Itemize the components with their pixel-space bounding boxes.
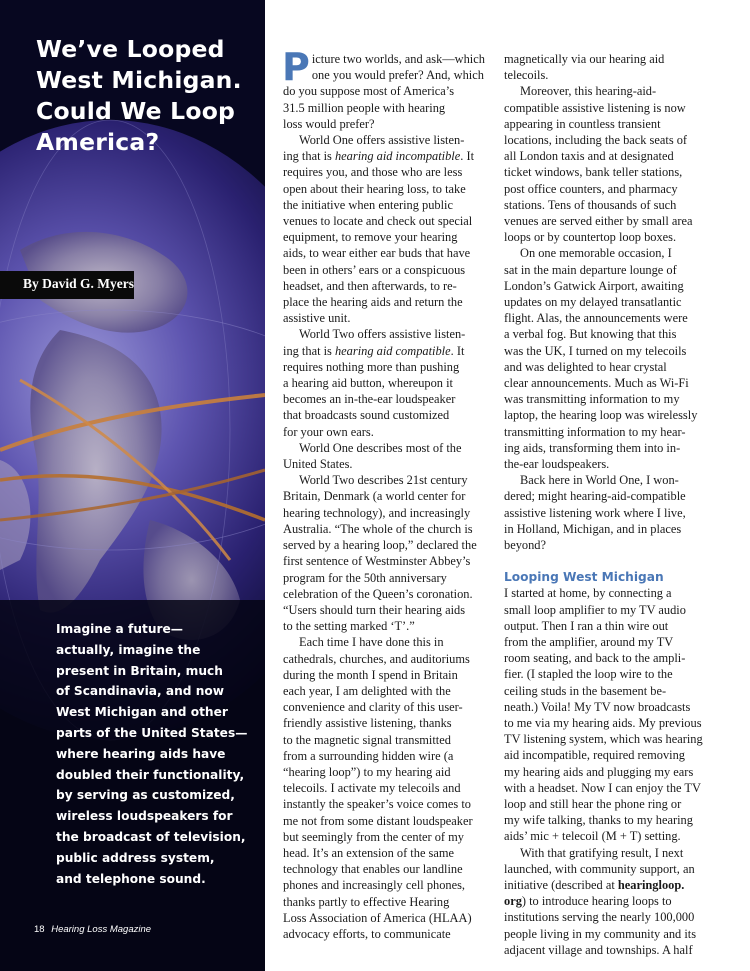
text-line: United States.	[283, 457, 353, 472]
text-line: small loop amplifier to my TV audio	[504, 602, 686, 617]
text-line: org) to introduce hearing loops to	[504, 894, 672, 909]
text-line: the initiative when entering public	[283, 197, 453, 212]
text-line: each year, I am delighted with the	[283, 683, 451, 698]
text-line: initiative (described at hearingloop.	[504, 877, 685, 892]
drop-cap: P	[282, 45, 310, 89]
text-line: requires you, and those who are less	[283, 165, 463, 180]
text-line: output. Then I ran a thin wire out	[504, 618, 669, 633]
text-line: Each time I have done this in	[299, 635, 444, 650]
text-line: one you would prefer? And, which	[311, 68, 484, 83]
text-line: to the magnetic signal transmitted	[283, 732, 451, 747]
byline: By David G. Myers	[23, 276, 134, 291]
column-1-text	[282, 45, 485, 942]
pull-quote-line: Imagine a future—	[56, 622, 183, 636]
text-line: me not from some distant loudspeaker	[283, 813, 473, 828]
column-2-text-bottom	[504, 585, 719, 958]
text-line: fier. (I stapled the loop wire to the	[504, 667, 673, 682]
text-line: first sentence of Westminster Abbey’s	[283, 554, 471, 569]
text-line: from the amplifier, around my TV	[504, 634, 674, 649]
text-line: compatible assistive listening is now	[504, 100, 686, 115]
text-line: stations. Tens of thousands of such	[504, 197, 677, 212]
text-line: served by a hearing loop,” declared the	[283, 538, 477, 553]
text-line: celebration of the Queen’s coronation.	[283, 586, 473, 601]
pull-quote-line: by serving as customized,	[56, 788, 235, 803]
body-column-2	[504, 51, 719, 958]
column-2-text-top	[504, 51, 719, 553]
text-line: to the setting marked ‘T’.”	[283, 619, 415, 634]
text-line: World One describes most of the	[299, 440, 462, 455]
text-line: “hearing loop”) to my hearing aid	[283, 764, 451, 779]
pull-quote-line: public address system,	[56, 850, 215, 865]
text-line: 31.5 million people with hearing	[283, 100, 446, 115]
text-line: in Holland, Michigan, and in places	[504, 521, 682, 536]
text-line: clear announcements. Much as Wi-Fi	[504, 376, 689, 391]
text-line: from a surrounding hidden wire (a	[283, 748, 454, 763]
text-line: head. It’s an extension of the same	[283, 845, 455, 860]
text-line: equipment, to remove your hearing	[283, 230, 458, 245]
text-line: Australia. “The whole of the church is	[283, 521, 473, 536]
text-line: and was delighted to hear crystal	[504, 359, 667, 374]
text-line: advocacy efforts, to communicate	[283, 926, 451, 941]
text-line: to me via my hearing aids. My previous	[504, 715, 702, 730]
text-line: do you suppose most of America’s	[283, 84, 455, 99]
text-line: headset, and then afterwards, to re-	[283, 278, 457, 293]
text-line: thanks partly to effective Hearing	[283, 894, 450, 909]
text-line: assistive listening work where I live,	[504, 505, 686, 520]
text-line: “Users should turn their hearing aids	[283, 602, 466, 617]
text-line: ceiling studs in the basement be-	[504, 683, 667, 698]
pull-quote-line: where hearing aids have	[56, 746, 226, 761]
text-line: with a headset. Now I can enjoy the TV	[504, 780, 701, 795]
text-line: dered; might hearing-aid-compatible	[504, 489, 686, 504]
folio	[34, 924, 151, 935]
text-line: for your own ears.	[283, 424, 374, 439]
pull-quote-line: the broadcast of television,	[56, 829, 246, 844]
text-line: On one memorable occasion, I	[520, 246, 672, 261]
text-line: ticket windows, bank teller stations,	[504, 165, 683, 180]
pull-quote-line: parts of the United States—	[56, 725, 248, 740]
text-line: Back here in World One, I won-	[520, 473, 679, 488]
text-line: neath.) Voila! My TV now broadcasts	[504, 699, 691, 714]
text-line: was transmitting information to my	[504, 392, 680, 407]
text-line: magnetically via our hearing aid	[504, 52, 665, 66]
article-headline: We’ve Looped West Michigan. Could We Loop America?	[36, 35, 242, 156]
text-line: my wife talking, thanks to my hearing	[504, 813, 693, 828]
text-line: Moreover, this hearing-aid-	[520, 84, 657, 99]
text-line: aid incompatible, required removing	[504, 748, 685, 763]
pull-quote-line: and telephone sound.	[56, 871, 206, 886]
text-line: beyond?	[504, 538, 546, 553]
text-line: that broadcasts sound customized	[283, 408, 450, 423]
text-line: but seemingly from the center of my	[283, 829, 464, 844]
text-line: requires nothing more than pushing	[283, 359, 460, 374]
pull-quote-line: West Michigan and other	[56, 705, 228, 720]
text-line: during the month I spend in Britain	[283, 667, 458, 682]
text-line: was the UK, I turned on my telecoils	[504, 343, 687, 358]
text-line: convenience and clarity of this user-	[283, 700, 463, 715]
text-line: London’s Gatwick Airport, awaiting	[504, 278, 684, 293]
text-line: aids, to wear either ear buds that have	[283, 246, 471, 261]
text-line: open about their hearing loss, to take	[283, 181, 466, 196]
text-line: flight. Alas, the announcements were	[504, 311, 688, 326]
body-column-1	[282, 45, 485, 942]
cover-image-panel	[0, 0, 265, 971]
text-line: technology that enables our landline	[283, 862, 463, 877]
text-line: transmitting information to my hear-	[504, 424, 686, 439]
text-line: post office counters, and pharmacy	[504, 181, 678, 196]
text-line: instantly the speaker’s voice comes to	[283, 797, 471, 812]
text-line: a hearing aid button, whereupon it	[283, 376, 453, 391]
text-line: World One offers assistive listen-	[299, 133, 465, 148]
text-line: ing aids, transforming them into in-	[504, 440, 681, 455]
text-line: venues are served either by small area	[504, 214, 693, 229]
text-line: room seating, and back to the ampli-	[504, 651, 686, 666]
text-line: icture two worlds, and ask—which	[311, 52, 485, 66]
text-line: institutions serving the nearly 100,000	[504, 910, 695, 925]
text-line: been in others’ ears or a conspicuous	[283, 262, 466, 277]
text-line: the-ear loudspeakers.	[504, 457, 610, 472]
text-line: hearing technology), and increasingly	[283, 505, 471, 520]
pull-quote-line: doubled their functionality,	[56, 767, 245, 782]
text-line: laptop, the hearing loop was wirelessly	[504, 408, 698, 423]
pull-quote-line: of Scandinavia, and now	[56, 684, 225, 699]
text-line: aids’ mic + telecoil (M + T) setting.	[504, 829, 681, 844]
text-line: I started at home, by connecting a	[504, 586, 672, 601]
text-line: phones and increasingly cell phones,	[283, 878, 466, 893]
magazine-name: Hearing Loss Magazine	[51, 924, 152, 935]
text-line: adjacent village and townships. A half	[504, 942, 693, 957]
text-line: TV listening system, which was hearing	[504, 732, 703, 747]
text-line: loops or by countertop loop boxes.	[504, 230, 677, 245]
text-line: sat in the main departure lounge of	[504, 262, 677, 277]
text-line: launched, with community support, an	[504, 861, 695, 876]
text-line: appearing in countless transient	[504, 116, 661, 131]
section-subhead: Looping West Michigan	[504, 570, 664, 585]
text-line: friendly assistive listening, thanks	[283, 716, 452, 731]
text-line: loss would prefer?	[283, 116, 375, 131]
text-line: With that gratifying result, I next	[520, 845, 684, 860]
text-line: place the hearing aids and return the	[283, 295, 463, 310]
pull-quote	[56, 619, 265, 889]
text-line: venues to locate and check out special	[283, 214, 473, 229]
pull-quote-line: present in Britain, much	[56, 663, 223, 678]
text-line: ing that is hearing aid incompatible. It	[283, 149, 475, 164]
text-line: ing that is hearing aid compatible. It	[283, 343, 465, 358]
text-line: loop and still hear the phone ring or	[504, 796, 682, 811]
text-line: locations, including the back seats of	[504, 133, 688, 148]
text-line: World Two offers assistive listen-	[299, 327, 466, 342]
text-line: my hearing aids and plugging my ears	[504, 764, 694, 779]
text-line: program for the 50th anniversary	[283, 570, 447, 585]
text-line: assistive unit.	[283, 311, 351, 326]
text-line: updates on my delayed transatlantic	[504, 295, 682, 310]
text-line: becomes an in-the-ear loudspeaker	[283, 392, 456, 407]
text-line: all London taxis and at designated	[504, 149, 674, 164]
pull-quote-line: wireless loudspeakers for	[56, 809, 233, 824]
text-line: people living in my community and its	[504, 926, 697, 941]
text-line: Britain, Denmark (a world center for	[283, 489, 466, 504]
text-line: Loss Association of America (HLAA)	[283, 910, 472, 925]
pull-quote-line: actually, imagine the	[56, 642, 201, 657]
text-line: World Two describes 21st century	[299, 473, 468, 488]
text-line: cathedrals, churches, and auditoriums	[283, 651, 470, 666]
page-number: 18	[34, 924, 45, 935]
text-line: telecoils. I activate my telecoils and	[283, 781, 461, 796]
text-line: telecoils.	[504, 68, 549, 83]
text-line: a verbal fog. But knowing that this	[504, 327, 677, 342]
